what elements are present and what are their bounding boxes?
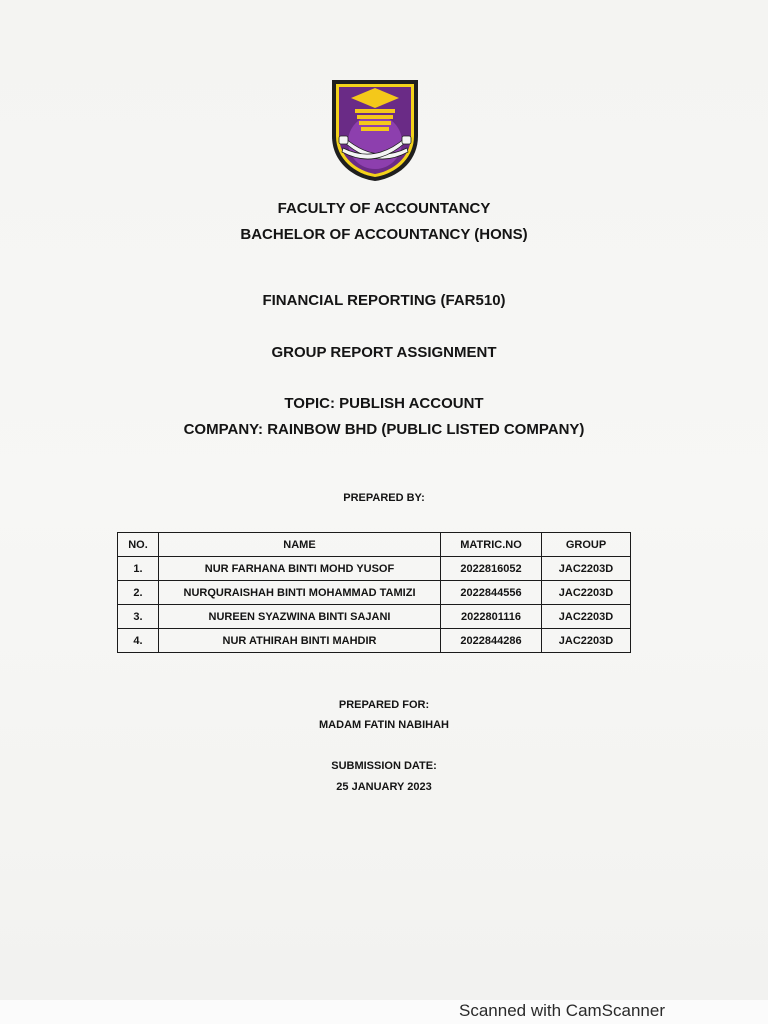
university-crest-logo: [331, 78, 419, 182]
row-number: 4.: [118, 629, 159, 653]
member-name: NUR FARHANA BINTI MOHD YUSOF: [159, 557, 441, 581]
lecturer-name: MADAM FATIN NABIHAH: [319, 719, 449, 731]
group-code: JAC2203D: [542, 581, 631, 605]
matric-number: 2022844286: [441, 629, 542, 653]
submission-date: 25 JANUARY 2023: [336, 781, 432, 793]
header-no: NO.: [118, 533, 159, 557]
course-title: FINANCIAL REPORTING (FAR510): [262, 292, 506, 309]
assignment-type: GROUP REPORT ASSIGNMENT: [271, 344, 497, 361]
group-members-table: [117, 532, 631, 653]
row-number: 3.: [118, 605, 159, 629]
member-name: NURQURAISHAH BINTI MOHAMMAD TAMIZI: [159, 581, 441, 605]
camscanner-watermark: Scanned with CamScanner: [459, 1001, 666, 1020]
company-line: COMPANY: RAINBOW BHD (PUBLIC LISTED COMPANY): [183, 421, 585, 438]
table-row: [118, 629, 631, 653]
group-code: JAC2203D: [542, 557, 631, 581]
matric-number: 2022801116: [441, 605, 542, 629]
row-number: 2.: [118, 581, 159, 605]
row-number: 1.: [118, 557, 159, 581]
table-header-row: [118, 533, 631, 557]
programme-heading: BACHELOR OF ACCOUNTANCY (HONS): [240, 226, 528, 243]
submission-date-label: SUBMISSION DATE:: [331, 760, 437, 772]
prepared-for-label: PREPARED FOR:: [338, 699, 430, 711]
matric-number: 2022844556: [441, 581, 542, 605]
prepared-by-label: PREPARED BY:: [343, 492, 425, 504]
header-name: NAME: [159, 533, 441, 557]
table-row: [118, 605, 631, 629]
member-name: NUREEN SYAZWINA BINTI SAJANI: [159, 605, 441, 629]
group-code: JAC2203D: [542, 629, 631, 653]
header-group: GROUP: [542, 533, 631, 557]
header-matric: MATRIC.NO: [441, 533, 542, 557]
faculty-heading: FACULTY OF ACCOUNTANCY: [277, 200, 491, 217]
member-name: NUR ATHIRAH BINTI MAHDIR: [159, 629, 441, 653]
table-row: [118, 581, 631, 605]
table-row: [118, 557, 631, 581]
matric-number: 2022816052: [441, 557, 542, 581]
topic-line: TOPIC: PUBLISH ACCOUNT: [284, 395, 484, 412]
group-code: JAC2203D: [542, 605, 631, 629]
